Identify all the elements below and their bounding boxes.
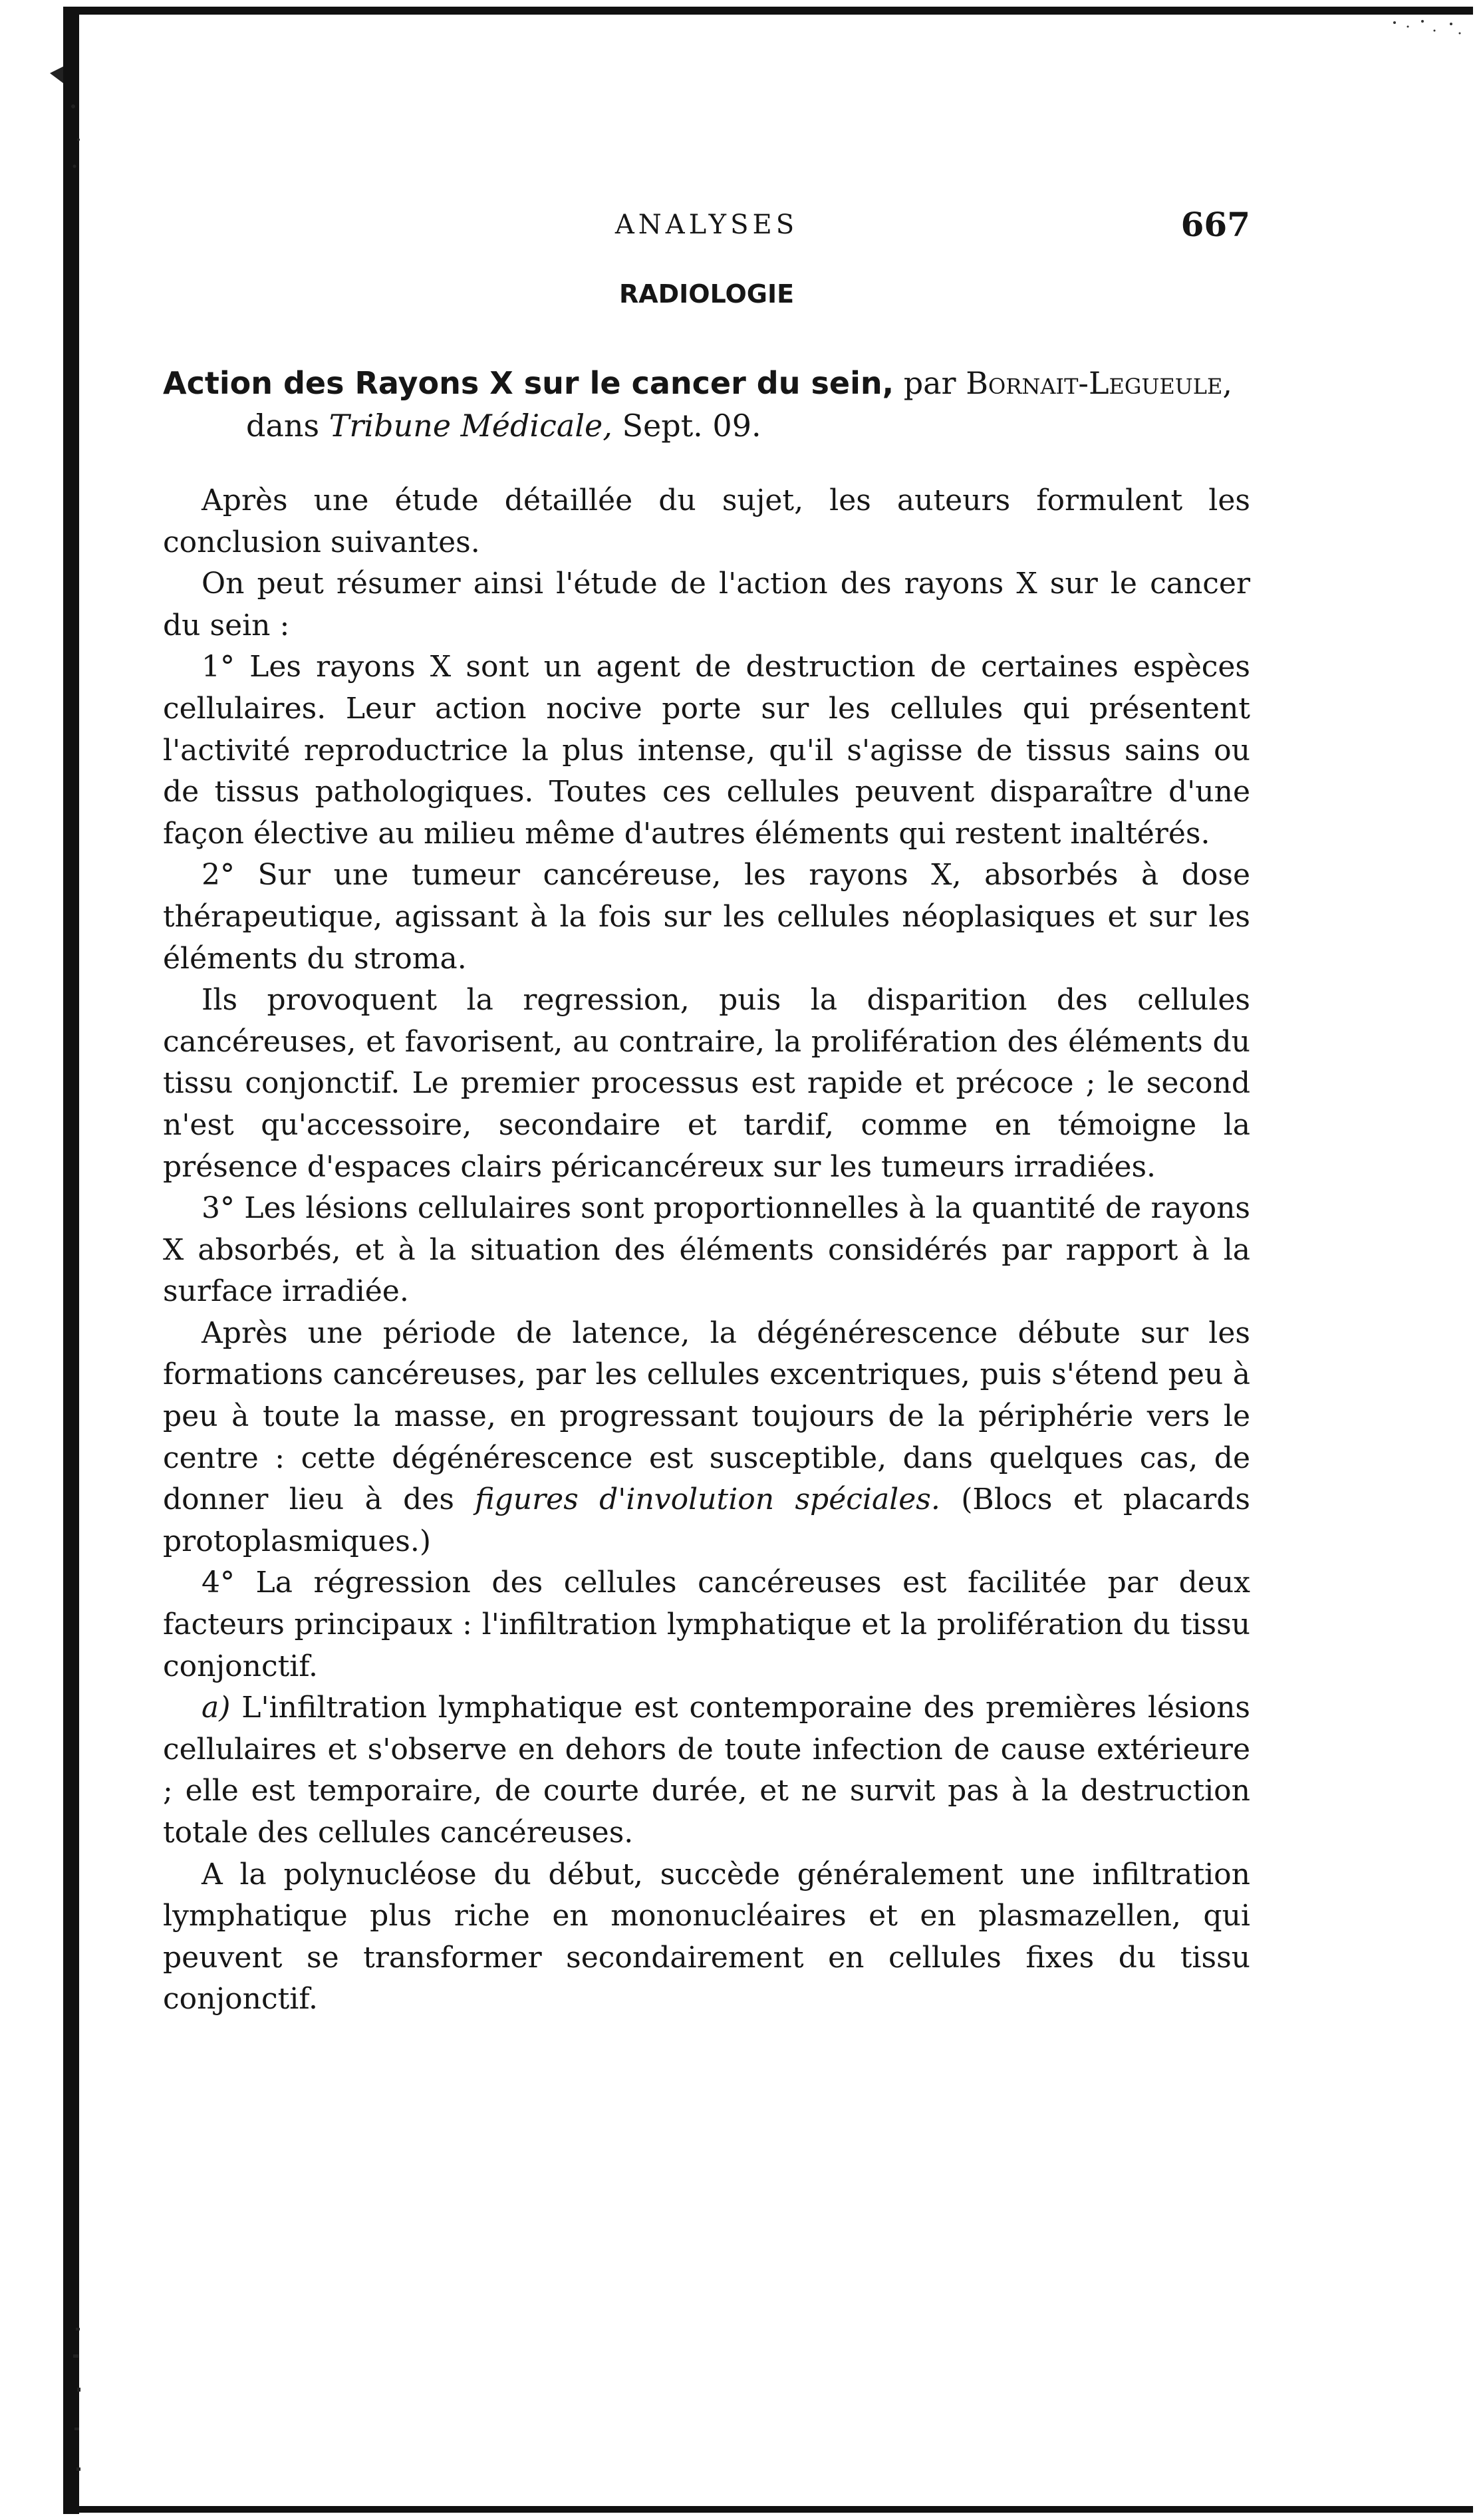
paragraph-8: 4° La régression des cellules cancéreuses est facilitée par deux facteurs principaux : l'infiltration lymphatique et la prolifération du tissu conjonctif. [163, 1566, 1250, 1683]
article-in: dans [246, 408, 320, 444]
paragraph-9-text: L'infiltration lymphatique est contemporaine des premières lésions cellulaires et s'observe en dehors de toute infection de cause extérieure ; elle est temporaire, de courte durée, et ne survit pas à la destruction totale des cellules cancéreuses. [163, 1691, 1250, 1850]
scan-specks-top-right [1388, 13, 1468, 53]
article-body [163, 480, 1250, 2021]
paragraph-9 [163, 1687, 1250, 1854]
article-date: Sept. 09. [622, 408, 761, 444]
paragraph-3: 1° Les rayons X sont un agent de destruction de certaines espèces cellulaires. Leur action nocive porte sur les cellules qui présentent l'activité reproductrice la plus intense, qu'il s'agisse de tissus sains ou de tissus pathologiques. Toutes ces cellules peuvent disparaître d'une façon élective au milieu même d'autres éléments qui restent inaltérés. [163, 650, 1250, 851]
paragraph-1: Après une étude détaillée du sujet, les auteurs formulent les conclusion suivantes. [163, 484, 1250, 559]
article-heading [163, 362, 1250, 447]
paragraph-10: A la polynucléose du début, succède généralement une infiltration lymphatique plus riche en mononucléaires et en plasmazellen, qui peuvent se transformer secondairement en cellules fixes du tissu conjonctif. [163, 1857, 1250, 2017]
paragraph-7-italic: figures d'involution spéciales. [475, 1482, 940, 1517]
article-heading-line-2 [163, 404, 1250, 447]
paragraph-4: 2° Sur une tumeur cancéreuse, les rayons X, absorbés à dose thérapeutique, agissant à la fois sur les cellules néoplasiques et sur les éléments du stroma. [163, 858, 1250, 976]
paragraph-7-start: Après une période de latence, la dégénérescence débute sur les formations cancéreuses, par les cellules excentriques, puis s'étend peu à peu à toute la masse, en progressant toujours de la périphérie vers le centre : cette dégénérescence est susceptible, dans quelques cas, de donner lieu à des [163, 1316, 1250, 1517]
article-title: Action des Rayons X sur le cancer du sein, [163, 365, 894, 401]
scan-specks-left [47, 53, 86, 186]
paragraph-7-end: (Blocs et placards protoplasmiques.) [163, 1482, 1251, 1558]
running-head [163, 193, 1250, 246]
paragraph-9-label: a) [202, 1691, 231, 1725]
scan-edge-left [63, 7, 79, 2514]
section-title: RADIOLOGIE [618, 279, 795, 309]
article-journal: Tribune Médicale, [329, 408, 612, 444]
scan-edge-top [63, 7, 1473, 15]
running-title: ANALYSES [614, 210, 799, 240]
article-heading-line-1 [163, 362, 1250, 404]
paragraph-5: Ils provoquent la regression, puis la disparition des cellules cancéreuses, et favorisent, au contraire, la prolifération des éléments du tissu conjonctif. Le premier processus est rapide et précoce ; le second n'est qu'accessoire, secondaire et tardif, comme en témoigne la présence d'espaces clairs péricancéreux sur les tumeurs irradiées. [163, 983, 1250, 1184]
article-by: par [903, 365, 956, 401]
paragraph-2: On peut résumer ainsi l'étude de l'action des rayons X sur le cancer du sein : [163, 567, 1250, 642]
article-authors: Bornait-Legueule, [966, 365, 1232, 401]
paragraph-6: 3° Les lésions cellulaires sont proportionnelles à la quantité de rayons X absorbés, et à la situation des éléments considérés par rapport à la surface irradiée. [163, 1191, 1250, 1309]
paragraph-7 [163, 1313, 1250, 1563]
page-number: 667 [1180, 205, 1250, 244]
page [163, 193, 1250, 2021]
scan-edge-bottom [63, 2506, 1473, 2513]
scan-specks-left-bottom [47, 2314, 86, 2501]
